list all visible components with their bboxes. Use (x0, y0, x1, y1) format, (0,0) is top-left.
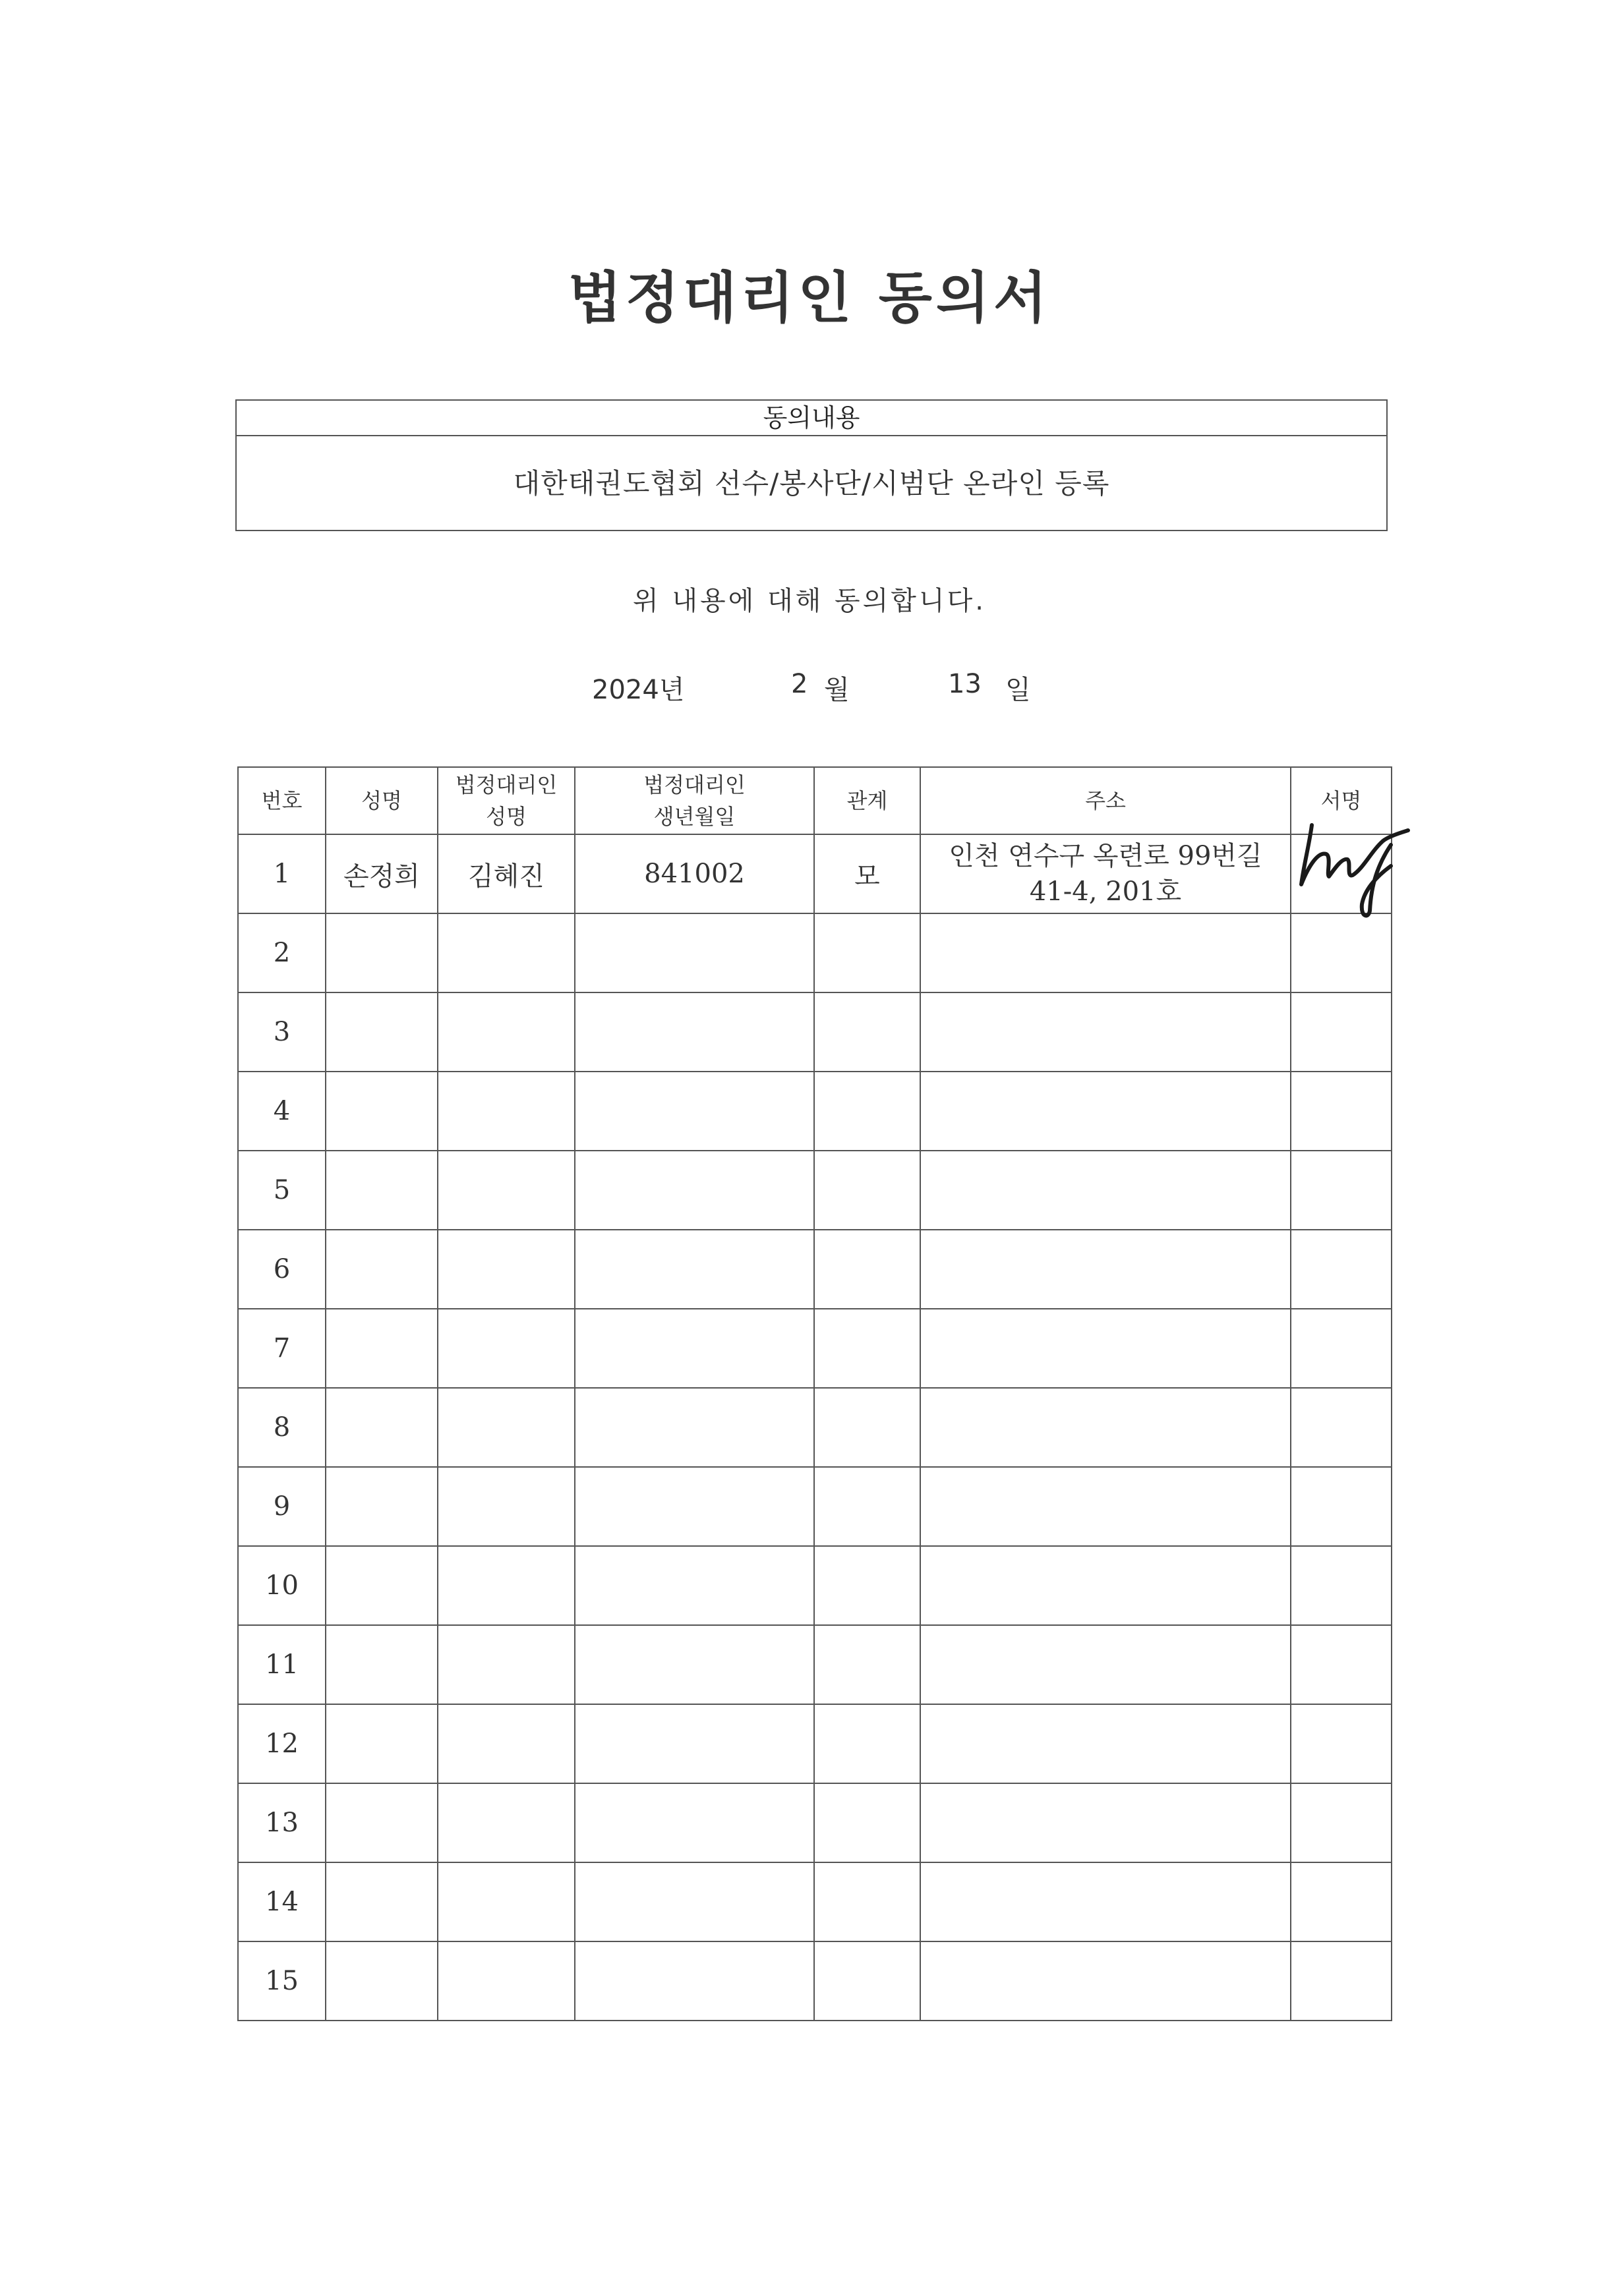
row-guardian-birth-cell (575, 1625, 814, 1704)
row-guardian-name-cell (438, 913, 575, 992)
date-month-unit: 월 (824, 675, 850, 705)
row-name-cell (326, 1151, 438, 1230)
row-relation-cell (814, 1783, 920, 1862)
header-guardian-name-line2: 성명 (486, 804, 527, 829)
row-guardian-birth-cell (575, 1151, 814, 1230)
header-name: 성명 (326, 767, 438, 834)
row-address-cell (920, 1388, 1291, 1467)
date-month-value: 2 (791, 669, 808, 699)
header-address: 주소 (920, 767, 1291, 834)
row-no-cell: 6 (238, 1230, 326, 1309)
row-relation-cell: 모 (814, 834, 920, 913)
row-relation-cell (814, 1546, 920, 1625)
row-guardian-birth-cell (575, 1546, 814, 1625)
row-guardian-name-cell (438, 1309, 575, 1388)
row-guardian-name-cell (438, 1941, 575, 2021)
row-address-cell (920, 1546, 1291, 1625)
header-guardian-birth-line2: 생년월일 (653, 804, 736, 829)
row-address-cell (920, 1625, 1291, 1704)
row-relation-cell (814, 992, 920, 1072)
row-address-cell (920, 1230, 1291, 1309)
address-line: 41-4, 201호 (1029, 876, 1182, 907)
row-guardian-birth-cell (575, 1467, 814, 1546)
guardian-table (237, 766, 1392, 2021)
row-no-cell: 5 (238, 1151, 326, 1230)
row-address-cell (920, 1072, 1291, 1151)
row-guardian-birth-cell (575, 1783, 814, 1862)
row-guardian-birth-cell (575, 1388, 814, 1467)
consent-header: 동의내용 (237, 401, 1386, 436)
row-no-cell: 14 (238, 1862, 326, 1941)
row-no-cell: 2 (238, 913, 326, 992)
header-no: 번호 (238, 767, 326, 834)
table-row (238, 1941, 1392, 2021)
header-guardian-birth (575, 767, 814, 834)
header-guardian-name (438, 767, 575, 834)
row-guardian-name-cell (438, 1230, 575, 1309)
row-guardian-name-cell (438, 1704, 575, 1783)
row-signature-cell (1291, 1309, 1392, 1388)
row-relation-cell (814, 1309, 920, 1388)
row-guardian-birth-cell (575, 1704, 814, 1783)
table-row (238, 1704, 1392, 1783)
row-guardian-birth-cell (575, 1941, 814, 2021)
row-address-cell (920, 1783, 1291, 1862)
table-header-row (238, 767, 1392, 834)
row-guardian-name-cell (438, 1151, 575, 1230)
row-address-cell (920, 1941, 1291, 2021)
row-name-cell (326, 1625, 438, 1704)
table-row (238, 1072, 1392, 1151)
date-day-value: 13 (948, 669, 982, 699)
row-no-cell: 11 (238, 1625, 326, 1704)
consent-box (235, 399, 1388, 531)
row-no-cell: 13 (238, 1783, 326, 1862)
document-title: 법정대리인 동의서 (568, 266, 1051, 330)
row-name-cell (326, 1546, 438, 1625)
row-name-cell (326, 1309, 438, 1388)
header-relation: 관계 (814, 767, 920, 834)
table-row (238, 1230, 1392, 1309)
row-signature-cell (1291, 1151, 1392, 1230)
row-guardian-birth-cell (575, 1072, 814, 1151)
table-row (238, 1467, 1392, 1546)
table-row (238, 1625, 1392, 1704)
row-relation-cell (814, 1941, 920, 2021)
date-day-unit: 일 (1005, 675, 1031, 705)
row-relation-cell (814, 1704, 920, 1783)
row-signature-cell (1291, 1704, 1392, 1783)
row-name-cell (326, 913, 438, 992)
row-relation-cell (814, 1625, 920, 1704)
row-guardian-birth-cell (575, 1309, 814, 1388)
row-guardian-birth-cell (575, 913, 814, 992)
date-year: 2024년 (592, 675, 685, 705)
header-signature: 서명 (1291, 767, 1392, 834)
row-name-cell (326, 1467, 438, 1546)
row-name-cell (326, 1072, 438, 1151)
row-relation-cell (814, 1230, 920, 1309)
header-guardian-name-line1: 법정대리인 (455, 772, 558, 797)
row-guardian-name-cell (438, 1388, 575, 1467)
row-relation-cell (814, 1862, 920, 1941)
row-address-cell (920, 1862, 1291, 1941)
row-guardian-name-cell (438, 1467, 575, 1546)
address-line: 인천 연수구 옥련로 99번길 (949, 841, 1262, 871)
row-name-cell (326, 1230, 438, 1309)
table-row (238, 1309, 1392, 1388)
row-relation-cell (814, 913, 920, 992)
row-name-cell (326, 1862, 438, 1941)
row-signature-cell (1291, 1546, 1392, 1625)
table-row (238, 1388, 1392, 1467)
row-address-cell (920, 834, 1291, 913)
header-guardian-birth-line1: 법정대리인 (643, 772, 746, 797)
row-name-cell (326, 1941, 438, 2021)
row-no-cell: 12 (238, 1704, 326, 1783)
row-signature-cell (1291, 1230, 1392, 1309)
row-name-cell (326, 1388, 438, 1467)
row-signature-cell (1291, 1941, 1392, 2021)
row-relation-cell (814, 1072, 920, 1151)
row-no-cell: 9 (238, 1467, 326, 1546)
consent-text: 대한태권도협회 선수/봉사단/시범단 온라인 등록 (513, 467, 1110, 500)
row-relation-cell (814, 1151, 920, 1230)
row-signature-cell (1291, 1862, 1392, 1941)
row-signature-cell (1291, 1072, 1392, 1151)
row-address-cell (920, 1467, 1291, 1546)
row-guardian-name-cell: 김혜진 (438, 834, 575, 913)
row-no-cell: 3 (238, 992, 326, 1072)
row-name-cell: 손정희 (326, 834, 438, 913)
row-guardian-name-cell (438, 1072, 575, 1151)
table-row (238, 1783, 1392, 1862)
row-signature-cell (1291, 1388, 1392, 1467)
row-name-cell (326, 1704, 438, 1783)
row-relation-cell (814, 1467, 920, 1546)
table-row (238, 1546, 1392, 1625)
row-guardian-name-cell (438, 1783, 575, 1862)
row-signature-cell (1291, 1783, 1392, 1862)
table-row (238, 1862, 1392, 1941)
row-address-cell (920, 992, 1291, 1072)
row-no-cell: 8 (238, 1388, 326, 1467)
row-name-cell (326, 1783, 438, 1862)
row-signature-cell (1291, 1625, 1392, 1704)
row-guardian-name-cell (438, 1546, 575, 1625)
row-no-cell: 1 (238, 834, 326, 913)
row-no-cell: 7 (238, 1309, 326, 1388)
row-guardian-birth-cell (575, 1862, 814, 1941)
row-guardian-birth-cell (575, 1230, 814, 1309)
row-guardian-birth-cell: 841002 (575, 834, 814, 913)
row-name-cell (326, 992, 438, 1072)
row-relation-cell (814, 1388, 920, 1467)
handwritten-signature (1292, 812, 1411, 924)
table-row (238, 913, 1392, 992)
row-guardian-birth-cell (575, 992, 814, 1072)
row-signature-cell (1291, 1467, 1392, 1546)
table-row (238, 1151, 1392, 1230)
row-no-cell: 15 (238, 1941, 326, 2021)
row-address-cell (920, 1309, 1291, 1388)
row-signature-cell (1291, 913, 1392, 992)
row-guardian-name-cell (438, 992, 575, 1072)
table-row (238, 834, 1392, 913)
row-guardian-name-cell (438, 1625, 575, 1704)
row-guardian-name-cell (438, 1862, 575, 1941)
table-row (238, 992, 1392, 1072)
row-address-cell (920, 913, 1291, 992)
row-no-cell: 4 (238, 1072, 326, 1151)
row-no-cell: 10 (238, 1546, 326, 1625)
agreement-statement: 위 내용에 대해 동의합니다. (633, 586, 986, 616)
row-signature-cell (1291, 992, 1392, 1072)
row-address-cell (920, 1151, 1291, 1230)
row-address-cell (920, 1704, 1291, 1783)
